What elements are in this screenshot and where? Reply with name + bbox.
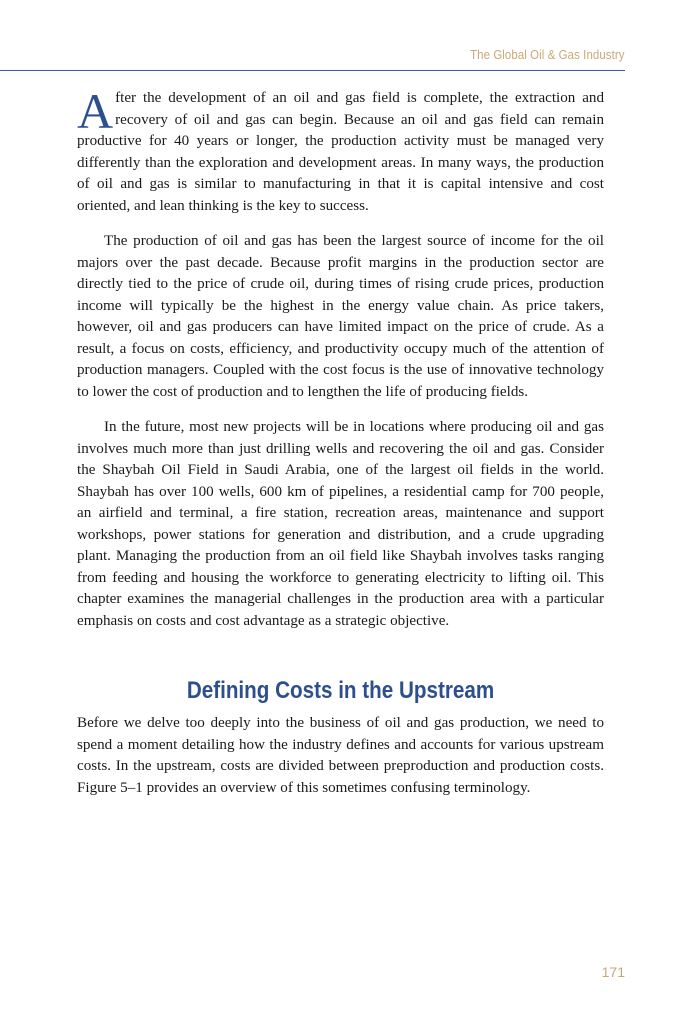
section-paragraph: Before we delve too deeply into the business of oil and gas production, we need to spend a moment detailing how the industry defines and accounts for various upstream costs. In the upstream, costs are divided between preproduction and production costs. Figure 5–1 provides an overview of this sometimes confusing terminology. [77,715,604,796]
intro-paragraph [77,83,604,217]
page-number: 171 [601,964,625,980]
page-content [77,83,604,799]
paragraph-production-income: The production of oil and gas has been the largest source of income for the oil majors over the past decade. Because profit margins in the production sector are directly tied to the price of crude oil, during times of rising crude prices, production income will typically be the highest in the energy value chain. As price takers, however, oil and gas producers can have limited impact on the price of crude. As a result, a focus on costs, efficiency, and productivity occupy much of the attention of production managers. Coupled with the cost focus is the use of innovative technology to lower the cost of production and to lengthen the life of producing fields. [77,233,604,400]
running-header-title: The Global Oil & Gas Industry [470,47,625,62]
section-heading: Defining Costs in the Upstream [186,677,495,704]
drop-cap: A [77,83,114,139]
paragraph-shaybah-field: In the future, most new projects will be in locations where producing oil and gas involves much more than just drilling wells and recovering the oil and gas. Consider the Shaybah Oil Field in Saudi Arabia, one of the largest oil fields in the world. Shaybah has over 100 wells, 600 km of pipelines, a residential camp for 700 people, an airfield and terminal, a fire station, recreation areas, maintenance and support workshops, power stations for generation and distribution, and a crude upgrading plant. Managing the production from an oil field like Shaybah involves tasks ranging from feeding and housing the workforce to generating electricity to lifting oil. This chapter examines the managerial challenges in the production area with a particular emphasis on costs and cost advantage as a strategic objective. [77,419,604,629]
intro-paragraph-text: fter the development of an oil and gas field is complete, the extraction and recovery of oil and gas can begin. Because an oil and gas field can remain productive for 40 years or longer, the production activity must be managed very differently than the exploration and development areas. In many ways, the production of oil and gas is similar to manufacturing in that it is capital intensive and cost oriented, and lean thinking is the key to success. [77,90,604,214]
header-rule [0,70,625,71]
